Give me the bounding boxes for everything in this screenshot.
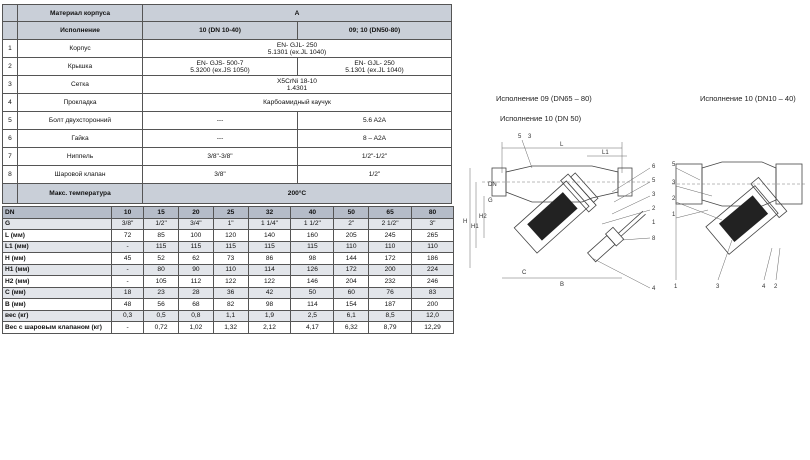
material-value: EN- GJL- 250 xyxy=(276,41,318,49)
dimensions-body xyxy=(3,207,454,334)
part-name: Крышка xyxy=(18,58,143,76)
material-header-label: Материал корпуса xyxy=(18,5,143,22)
dimension-value: 15 xyxy=(144,207,179,219)
row-number: 5 xyxy=(3,112,18,130)
dimension-value: 80 xyxy=(412,207,454,219)
dimension-label: H (мм) xyxy=(3,253,112,265)
dimension-value: 232 xyxy=(369,276,412,288)
dimension-value: 2,12 xyxy=(248,322,291,334)
drawing-label: 6 xyxy=(652,164,656,170)
material-value: 1.4301 xyxy=(286,84,308,92)
part-name: Гайка xyxy=(18,130,143,148)
dimension-value: 2" xyxy=(334,218,369,230)
dimension-value: 126 xyxy=(291,264,334,276)
drawing-label: 1 xyxy=(674,284,678,290)
dimension-value: 72 xyxy=(112,230,144,242)
row-number: 4 xyxy=(3,94,18,112)
dimension-value: 56 xyxy=(144,299,179,311)
dimension-value: 42 xyxy=(248,287,291,299)
material-value: 8 – A2A xyxy=(362,135,387,142)
material-row xyxy=(3,58,452,76)
dimension-value: 160 xyxy=(291,230,334,242)
temp-label: Макс. температура xyxy=(18,184,143,204)
dimension-row xyxy=(3,264,454,276)
row-number: 3 xyxy=(3,76,18,94)
dimension-value: - xyxy=(112,264,144,276)
dimension-value: 12,29 xyxy=(412,322,454,334)
dimension-value: 114 xyxy=(291,299,334,311)
dimension-value: 0,8 xyxy=(178,310,213,322)
dimension-value: 122 xyxy=(213,276,248,288)
dim-label: L1 xyxy=(602,150,609,156)
dimension-row xyxy=(3,276,454,288)
drawing-label: 3 xyxy=(652,192,656,198)
dimension-row xyxy=(3,299,454,311)
material-value: 1/2"-1/2" xyxy=(361,153,388,160)
dimension-row xyxy=(3,241,454,253)
dimension-value: 105 xyxy=(144,276,179,288)
dimension-value: 76 xyxy=(369,287,412,299)
drawing-label: 1 xyxy=(672,212,676,218)
dimension-value: 265 xyxy=(412,230,454,242)
dimension-value: 65 xyxy=(369,207,412,219)
part-name: Корпус xyxy=(18,40,143,58)
dimension-value: 48 xyxy=(112,299,144,311)
dimension-value: 245 xyxy=(369,230,412,242)
dimension-value: 73 xyxy=(213,253,248,265)
version-header-label: Исполнение xyxy=(18,22,143,40)
part-name: Сетка xyxy=(18,76,143,94)
material-row xyxy=(3,166,452,184)
dimension-value: 120 xyxy=(213,230,248,242)
drawing-label: 4 xyxy=(762,284,766,290)
dimension-value: 205 xyxy=(334,230,369,242)
material-value: EN- GJS- 500-7 xyxy=(196,59,244,67)
row-number: 7 xyxy=(3,148,18,166)
material-value: X5CrNi 18-10 xyxy=(277,77,317,85)
part-name: Шаровой клапан xyxy=(18,166,143,184)
dimension-value: 112 xyxy=(178,276,213,288)
dimension-value: 110 xyxy=(334,241,369,253)
dimension-label: L (мм) xyxy=(3,230,112,242)
dimensions-table xyxy=(2,206,454,334)
dimension-value: 115 xyxy=(248,241,291,253)
dimension-label: H2 (мм) xyxy=(3,276,112,288)
dimension-value: 114 xyxy=(248,264,291,276)
dimension-value: 122 xyxy=(248,276,291,288)
dim-label: DN xyxy=(488,182,497,188)
materials-table xyxy=(2,4,452,204)
dimension-value: 110 xyxy=(369,241,412,253)
dim-label: H1 xyxy=(471,224,479,230)
dimension-label: вес (кг) xyxy=(3,310,112,322)
caption-version-09: Исполнение 09 (DN65 – 80) xyxy=(496,94,592,103)
dimension-value: 62 xyxy=(178,253,213,265)
dimension-row xyxy=(3,253,454,265)
row-number: 1 xyxy=(3,40,18,58)
material-value: 5.1301 (ex.JL 1040) xyxy=(267,48,327,56)
dimension-value: 82 xyxy=(213,299,248,311)
dimension-value: 204 xyxy=(334,276,369,288)
strainer-drawing-small xyxy=(672,140,806,290)
dim-label: H2 xyxy=(479,214,487,220)
material-value: 5.1301 (ex.JL 1040) xyxy=(345,66,404,74)
dimension-row xyxy=(3,322,454,334)
material-value: 1/2" xyxy=(368,171,381,178)
dimension-value: 146 xyxy=(291,276,334,288)
material-row xyxy=(3,148,452,166)
dimension-value: 115 xyxy=(213,241,248,253)
dimension-value: 6,1 xyxy=(334,310,369,322)
dimension-value: 110 xyxy=(213,264,248,276)
dimension-value: 1,02 xyxy=(178,322,213,334)
dimension-value: 3" xyxy=(412,218,454,230)
dim-label: C xyxy=(522,270,527,276)
material-value: --- xyxy=(216,117,224,124)
dimension-value: 85 xyxy=(144,230,179,242)
drawing-label: 2 xyxy=(672,196,676,202)
part-name: Болт двухсторонний xyxy=(18,112,143,130)
caption-version-10-small: Исполнение 10 (DN10 – 40) xyxy=(700,94,796,103)
dimension-row xyxy=(3,230,454,242)
drawing-label: 5 xyxy=(672,162,676,168)
material-row xyxy=(3,76,452,94)
material-value: --- xyxy=(216,135,224,142)
dimension-value: 172 xyxy=(369,253,412,265)
drawing-label: 4 xyxy=(652,286,656,292)
dimension-value: 8,79 xyxy=(369,322,412,334)
dimension-value: 110 xyxy=(412,241,454,253)
drawing-label: 3 xyxy=(528,134,532,140)
dim-label: B xyxy=(560,282,565,288)
row-num-cell xyxy=(3,5,18,22)
dimension-label: L1 (мм) xyxy=(3,241,112,253)
part-name: Прокладка xyxy=(18,94,143,112)
dimension-value: 20 xyxy=(178,207,213,219)
row-number: 2 xyxy=(3,58,18,76)
dimension-value: 12,0 xyxy=(412,310,454,322)
dimension-value: 0,72 xyxy=(144,322,179,334)
dimension-value: 1" xyxy=(213,218,248,230)
dimension-value: 1,32 xyxy=(213,322,248,334)
dimension-label: B (мм) xyxy=(3,299,112,311)
dimension-value: 246 xyxy=(412,276,454,288)
dimension-value: 186 xyxy=(412,253,454,265)
dimension-label: G xyxy=(3,218,112,230)
dimension-value: - xyxy=(112,241,144,253)
dimension-value: - xyxy=(112,322,144,334)
dimension-value: 115 xyxy=(291,241,334,253)
dimension-value: 115 xyxy=(144,241,179,253)
drawing-label: 8 xyxy=(652,236,656,242)
dimension-value: 200 xyxy=(412,299,454,311)
dimension-row xyxy=(3,310,454,322)
drawing-label: 3 xyxy=(716,284,720,290)
dimension-row xyxy=(3,287,454,299)
dimension-value: 1 1/4" xyxy=(248,218,291,230)
dimension-value: 0,3 xyxy=(112,310,144,322)
temp-value: 200°C xyxy=(143,184,452,204)
dim-label: H xyxy=(463,219,468,225)
dimension-value: 28 xyxy=(178,287,213,299)
materials-body xyxy=(3,40,452,184)
dimension-label: Вес с шаровым клапаном (кг) xyxy=(3,322,112,334)
dimension-value: 4,17 xyxy=(291,322,334,334)
material-value: 5.3200 (ex.JS 1050) xyxy=(190,66,250,74)
material-value: Карбоамидный каучук xyxy=(263,99,331,106)
material-value: 3/8"-3/8" xyxy=(207,153,233,160)
dimension-value: 1 1/2" xyxy=(291,218,334,230)
caption-version-10-dn50: Исполнение 10 (DN 50) xyxy=(500,114,582,123)
dimension-value: 8,5 xyxy=(369,310,412,322)
dimension-value: 144 xyxy=(334,253,369,265)
dimension-value: 60 xyxy=(334,287,369,299)
dimension-value: 224 xyxy=(412,264,454,276)
drawing-label: 3 xyxy=(672,180,676,186)
dimension-value: 45 xyxy=(112,253,144,265)
dimension-label: DN xyxy=(3,207,112,219)
dimension-value: 3/8" xyxy=(112,218,144,230)
dimension-value: 86 xyxy=(248,253,291,265)
drawing-label: 2 xyxy=(774,284,778,290)
material-row xyxy=(3,130,452,148)
material-row xyxy=(3,40,452,58)
drawing-label: 1 xyxy=(652,220,656,226)
dim-label: L xyxy=(560,142,564,148)
dimension-value: 187 xyxy=(369,299,412,311)
dimension-value: 3/4" xyxy=(178,218,213,230)
dimension-value: 32 xyxy=(248,207,291,219)
dimension-value: 1,1 xyxy=(213,310,248,322)
strainer-drawing-large xyxy=(462,128,672,298)
dimension-row xyxy=(3,218,454,230)
dimension-value: 1/2" xyxy=(144,218,179,230)
dimension-value: 50 xyxy=(291,287,334,299)
dimension-value: 115 xyxy=(178,241,213,253)
material-value: 5.6 A2A xyxy=(362,117,387,124)
dimension-value: 100 xyxy=(178,230,213,242)
dimension-value: 83 xyxy=(412,287,454,299)
dimension-value: 68 xyxy=(178,299,213,311)
dimension-value: 1,9 xyxy=(248,310,291,322)
drawing-label: 5 xyxy=(652,178,656,184)
dimension-value: 98 xyxy=(291,253,334,265)
dimension-value: 154 xyxy=(334,299,369,311)
version-header-col1: 10 (DN 10-40) xyxy=(143,22,298,40)
part-name: Ниппель xyxy=(18,148,143,166)
dimension-label: C (мм) xyxy=(3,287,112,299)
dimension-row xyxy=(3,207,454,219)
dimension-value: 90 xyxy=(178,264,213,276)
dimension-value: 140 xyxy=(248,230,291,242)
drawing-label: 2 xyxy=(652,206,656,212)
dimension-value: 2 1/2" xyxy=(369,218,412,230)
dimension-label: H1 (мм) xyxy=(3,264,112,276)
material-value: 3/8" xyxy=(214,171,226,178)
dimension-value: 6,32 xyxy=(334,322,369,334)
material-row xyxy=(3,112,452,130)
dimension-value: 40 xyxy=(291,207,334,219)
dim-label: G xyxy=(488,198,493,204)
row-number: 8 xyxy=(3,166,18,184)
material-row xyxy=(3,94,452,112)
dimension-value: 2,5 xyxy=(291,310,334,322)
dimension-value: 25 xyxy=(213,207,248,219)
material-value: EN- GJL- 250 xyxy=(354,59,395,67)
version-header-col2: 09; 10 (DN50-80) xyxy=(298,22,452,40)
material-header-value: A xyxy=(143,5,452,22)
dimension-value: 200 xyxy=(369,264,412,276)
dimension-value: 36 xyxy=(213,287,248,299)
dimension-value: 98 xyxy=(248,299,291,311)
drawing-label: 5 xyxy=(518,134,522,140)
dimension-value: 0,5 xyxy=(144,310,179,322)
dimension-value: 52 xyxy=(144,253,179,265)
dimension-value: 172 xyxy=(334,264,369,276)
dimension-value: 18 xyxy=(112,287,144,299)
dimension-value: 50 xyxy=(334,207,369,219)
row-number: 6 xyxy=(3,130,18,148)
dimension-value: 23 xyxy=(144,287,179,299)
dimension-value: 80 xyxy=(144,264,179,276)
dimension-value: 10 xyxy=(112,207,144,219)
dimension-value: - xyxy=(112,276,144,288)
